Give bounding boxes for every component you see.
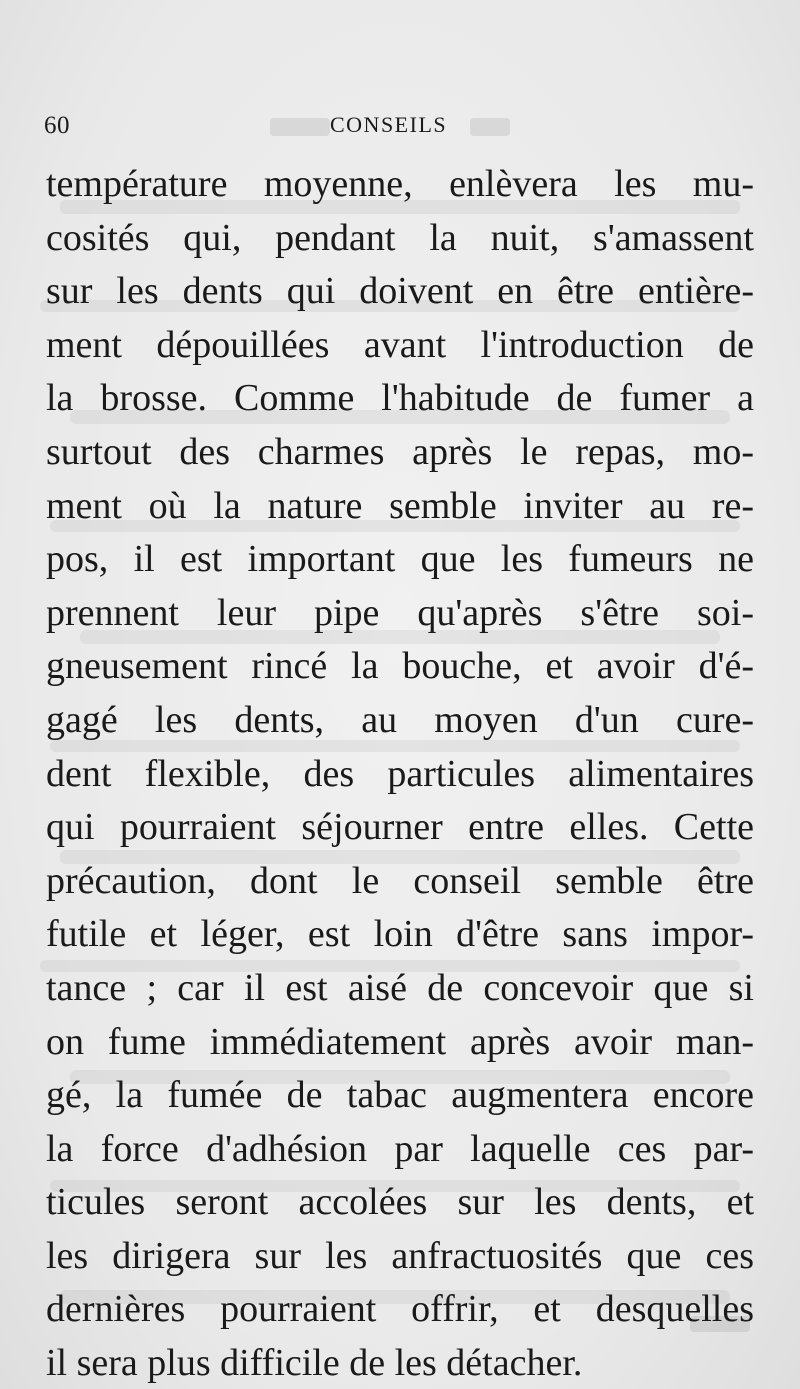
text-line: gagé les dents, au moyen d'un cure-: [46, 698, 754, 741]
text-line: gé, la fumée de tabac augmentera encore: [46, 1074, 754, 1117]
text-line: pos, il est important que les fumeurs ne: [46, 538, 754, 581]
text-line: la force d'adhésion par laquelle ces par-: [46, 1127, 754, 1170]
text-line: ment dépouillées avant l'introduction de: [46, 323, 754, 366]
text-line: dernières pourraient offrir, et desquelles: [46, 1288, 754, 1331]
text-line: il sera plus difficile de les détacher.: [46, 1342, 583, 1385]
text-line: futile et léger, est loin d'être sans impor-: [46, 913, 754, 956]
text-line: prennent leur pipe qu'après s'être soi-: [46, 591, 754, 634]
text-line: tance ; car il est aisé de concevoir que si: [46, 966, 754, 1009]
text-line: on fume immédiatement après avoir man-: [46, 1020, 754, 1063]
text-line: surtout des charmes après le repas, mo-: [46, 430, 754, 473]
text-line: les dirigera sur les anfractuosités que ces: [46, 1234, 754, 1277]
text-line: ticules seront accolées sur les dents, et: [46, 1181, 754, 1224]
text-line: ment où la nature semble inviter au re-: [46, 484, 754, 527]
text-line: gneusement rincé la bouche, et avoir d'é-: [46, 645, 754, 688]
text-line: température moyenne, enlèvera les mu-: [46, 163, 754, 205]
running-head: CONSEILS: [330, 112, 448, 137]
page-number: 60: [44, 112, 70, 139]
text-line: qui pourraient séjourner entre elles. Cette: [46, 806, 754, 849]
body-text: [46, 158, 754, 1389]
text-line: la brosse. Comme l'habitude de fumer a: [46, 377, 754, 420]
text-line: sur les dents qui doivent en être entière-: [46, 270, 754, 313]
text-line: dent flexible, des particules alimentaires: [46, 752, 754, 795]
text-line: précaution, dont le conseil semble être: [46, 859, 754, 902]
text-line: cosités qui, pendant la nuit, s'amassent: [46, 216, 754, 259]
page-header: [44, 112, 756, 148]
